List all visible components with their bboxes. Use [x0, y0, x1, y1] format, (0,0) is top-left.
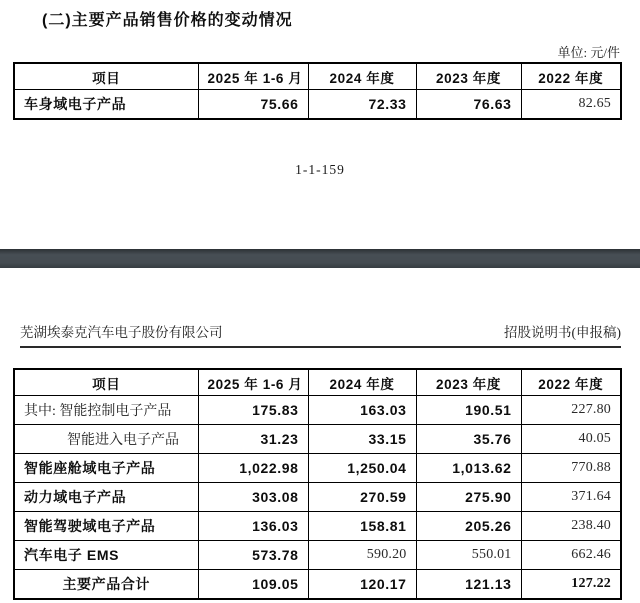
row-label: 智能座舱域电子产品 — [14, 454, 198, 483]
table-row — [14, 541, 621, 570]
col-header-2024: 2024 年度 — [308, 369, 416, 396]
table-row-total — [14, 570, 621, 600]
table-header-row — [14, 63, 621, 90]
col-header-2025: 2025 年 1-6 月 — [198, 63, 308, 90]
price-cell: 1,013.62 — [416, 454, 521, 483]
price-cell: 127.22 — [521, 570, 621, 600]
price-cell: 31.23 — [198, 425, 308, 454]
price-cell: 238.40 — [521, 512, 621, 541]
table-header-row — [14, 369, 621, 396]
price-cell: 190.51 — [416, 396, 521, 425]
price-cell: 270.59 — [308, 483, 416, 512]
price-cell: 35.76 — [416, 425, 521, 454]
price-cell: 163.03 — [308, 396, 416, 425]
page-number: 1-1-159 — [295, 162, 345, 177]
row-label: 动力域电子产品 — [14, 483, 198, 512]
price-cell: 40.05 — [521, 425, 621, 454]
price-cell: 175.83 — [198, 396, 308, 425]
doc-header — [20, 321, 621, 348]
col-header-2022: 2022 年度 — [521, 369, 621, 396]
company-name: 芜湖埃泰克汽车电子股份有限公司 — [20, 325, 223, 340]
row-label: 车身域电子产品 — [14, 90, 198, 120]
table-row — [14, 396, 621, 425]
price-cell: 33.15 — [308, 425, 416, 454]
table-row — [14, 483, 621, 512]
price-cell: 573.78 — [198, 541, 308, 570]
row-label: 汽车电子 EMS — [14, 541, 198, 570]
row-label: 智能进入电子产品 — [14, 425, 198, 454]
price-cell: 136.03 — [198, 512, 308, 541]
col-header-2024: 2024 年度 — [308, 63, 416, 90]
table-row — [14, 90, 621, 120]
price-cell: 109.05 — [198, 570, 308, 600]
price-cell: 158.81 — [308, 512, 416, 541]
price-cell: 303.08 — [198, 483, 308, 512]
price-cell: 227.80 — [521, 396, 621, 425]
price-table-top — [13, 62, 622, 120]
price-cell: 82.65 — [521, 90, 621, 120]
price-cell: 1,250.04 — [308, 454, 416, 483]
doc-type-label: 招股说明书(申报稿) — [504, 325, 621, 340]
row-label: 主要产品合计 — [14, 570, 198, 600]
section-title: (二)主要产品销售价格的变动情况 — [42, 12, 293, 29]
price-table-main — [13, 368, 622, 600]
col-header-item: 项目 — [14, 369, 198, 396]
col-header-2022: 2022 年度 — [521, 63, 621, 90]
price-cell: 76.63 — [416, 90, 521, 120]
price-cell: 205.26 — [416, 512, 521, 541]
col-header-2025: 2025 年 1-6 月 — [198, 369, 308, 396]
row-label: 其中: 智能控制电子产品 — [14, 396, 198, 425]
col-header-item: 项目 — [14, 63, 198, 90]
price-cell: 590.20 — [308, 541, 416, 570]
unit-label: 单位: 元/件 — [557, 45, 620, 60]
col-header-2023: 2023 年度 — [416, 63, 521, 90]
table-row — [14, 425, 621, 454]
table-row — [14, 454, 621, 483]
price-cell: 72.33 — [308, 90, 416, 120]
page-break-bar — [0, 249, 640, 268]
price-cell: 75.66 — [198, 90, 308, 120]
table-row — [14, 512, 621, 541]
price-cell: 371.64 — [521, 483, 621, 512]
price-cell: 120.17 — [308, 570, 416, 600]
col-header-2023: 2023 年度 — [416, 369, 521, 396]
price-cell: 770.88 — [521, 454, 621, 483]
price-cell: 121.13 — [416, 570, 521, 600]
price-cell: 1,022.98 — [198, 454, 308, 483]
row-label: 智能驾驶域电子产品 — [14, 512, 198, 541]
price-cell: 550.01 — [416, 541, 521, 570]
price-cell: 662.46 — [521, 541, 621, 570]
price-cell: 275.90 — [416, 483, 521, 512]
